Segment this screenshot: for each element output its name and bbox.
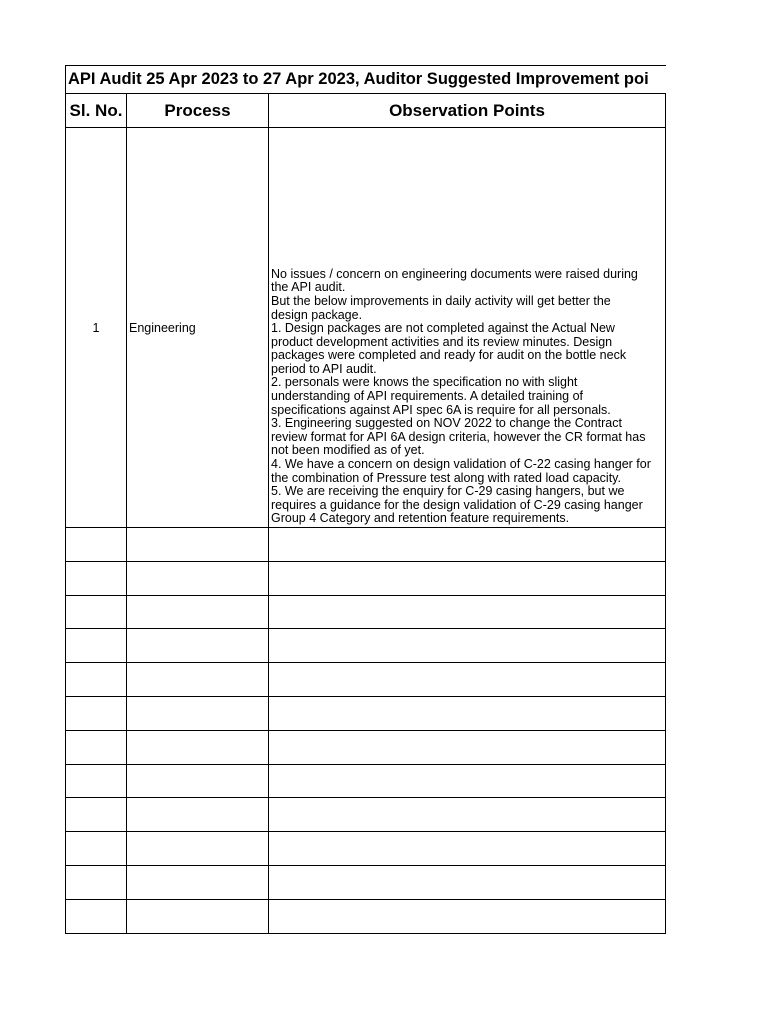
table-row xyxy=(66,865,666,899)
table-row xyxy=(66,629,666,663)
cell-sl-no[interactable] xyxy=(66,696,127,730)
cell-process[interactable] xyxy=(127,561,269,595)
cell-process[interactable] xyxy=(127,663,269,697)
cell-observation[interactable] xyxy=(269,128,666,528)
title-row xyxy=(66,66,666,94)
cell-process[interactable] xyxy=(127,865,269,899)
cell-observation[interactable] xyxy=(269,528,666,562)
observation-line: review format for API 6A design criteria, however the CR format has xyxy=(271,429,646,444)
cell-sl-no[interactable] xyxy=(66,764,127,798)
table-row xyxy=(66,595,666,629)
table-row xyxy=(66,730,666,764)
observation-line: not been modified as of yet. xyxy=(271,443,425,458)
observation-line: 4. We have a concern on design validation of C-22 casing hanger for xyxy=(271,457,651,472)
cell-sl-no[interactable] xyxy=(66,528,127,562)
cell-observation[interactable] xyxy=(269,629,666,663)
cell-sl-no[interactable] xyxy=(66,663,127,697)
cell-observation[interactable] xyxy=(269,561,666,595)
cell-process[interactable] xyxy=(127,528,269,562)
table-row xyxy=(66,764,666,798)
cell-process[interactable]: Engineering xyxy=(127,128,269,528)
cell-observation[interactable] xyxy=(269,865,666,899)
audit-table xyxy=(65,65,666,934)
cell-process[interactable] xyxy=(127,629,269,663)
table-row xyxy=(66,832,666,866)
cell-observation[interactable] xyxy=(269,595,666,629)
observation-line: the API audit. xyxy=(271,280,346,295)
table-row xyxy=(66,798,666,832)
cell-observation[interactable] xyxy=(269,696,666,730)
cell-observation[interactable] xyxy=(269,798,666,832)
cell-sl-no[interactable]: 1 xyxy=(66,128,127,528)
observation-line: requires a guidance for the design validation of C-29 casing hanger xyxy=(271,497,643,512)
cell-sl-no[interactable] xyxy=(66,832,127,866)
cell-sl-no[interactable] xyxy=(66,595,127,629)
cell-sl-no[interactable] xyxy=(66,561,127,595)
cell-process[interactable] xyxy=(127,730,269,764)
cell-process[interactable] xyxy=(127,832,269,866)
observation-line: specifications against API spec 6A is require for all personals. xyxy=(271,402,611,417)
observation-line: product development activities and its review minutes. Design xyxy=(271,334,613,349)
observation-line: 5. We are receiving the enquiry for C-29 casing hangers, but we xyxy=(271,484,625,499)
cell-observation[interactable] xyxy=(269,730,666,764)
header-process: Process xyxy=(127,94,269,128)
cell-process[interactable] xyxy=(127,899,269,933)
cell-process[interactable] xyxy=(127,696,269,730)
cell-sl-no[interactable] xyxy=(66,730,127,764)
cell-observation[interactable] xyxy=(269,899,666,933)
table-row xyxy=(66,696,666,730)
table-row xyxy=(66,528,666,562)
observation-line: period to API audit. xyxy=(271,361,377,376)
cell-process[interactable] xyxy=(127,764,269,798)
table-row xyxy=(66,663,666,697)
cell-observation[interactable] xyxy=(269,663,666,697)
cell-observation[interactable] xyxy=(269,832,666,866)
table-row xyxy=(66,128,666,528)
table-row xyxy=(66,899,666,933)
observation-line: No issues / concern on engineering documents were raised during xyxy=(271,266,638,281)
observation-line: But the below improvements in daily activity will get better the xyxy=(271,293,611,308)
observation-line: the combination of Pressure test along with rated load capacity. xyxy=(271,470,621,485)
observation-line: design package. xyxy=(271,307,363,322)
cell-process[interactable] xyxy=(127,798,269,832)
cell-observation[interactable] xyxy=(269,764,666,798)
header-row xyxy=(66,94,666,128)
sheet-title: API Audit 25 Apr 2023 to 27 Apr 2023, Auditor Suggested Improvement poi xyxy=(66,66,666,94)
observation-line: Group 4 Category and retention feature requirements. xyxy=(271,511,570,526)
observation-line: packages were completed and ready for audit on the bottle neck xyxy=(271,348,627,363)
cell-sl-no[interactable] xyxy=(66,865,127,899)
observation-line: 3. Engineering suggested on NOV 2022 to change the Contract xyxy=(271,416,622,431)
observation-line: understanding of API requirements. A detailed training of xyxy=(271,389,584,404)
cell-sl-no[interactable] xyxy=(66,798,127,832)
observation-line: 2. personals were knows the specification no with slight xyxy=(271,375,578,390)
cell-process[interactable] xyxy=(127,595,269,629)
table-row xyxy=(66,561,666,595)
header-observation-points: Observation Points xyxy=(269,94,666,128)
cell-sl-no[interactable] xyxy=(66,899,127,933)
cell-sl-no[interactable] xyxy=(66,629,127,663)
observation-line: 1. Design packages are not completed against the Actual New xyxy=(271,321,615,336)
header-sl-no: Sl. No. xyxy=(66,94,127,128)
